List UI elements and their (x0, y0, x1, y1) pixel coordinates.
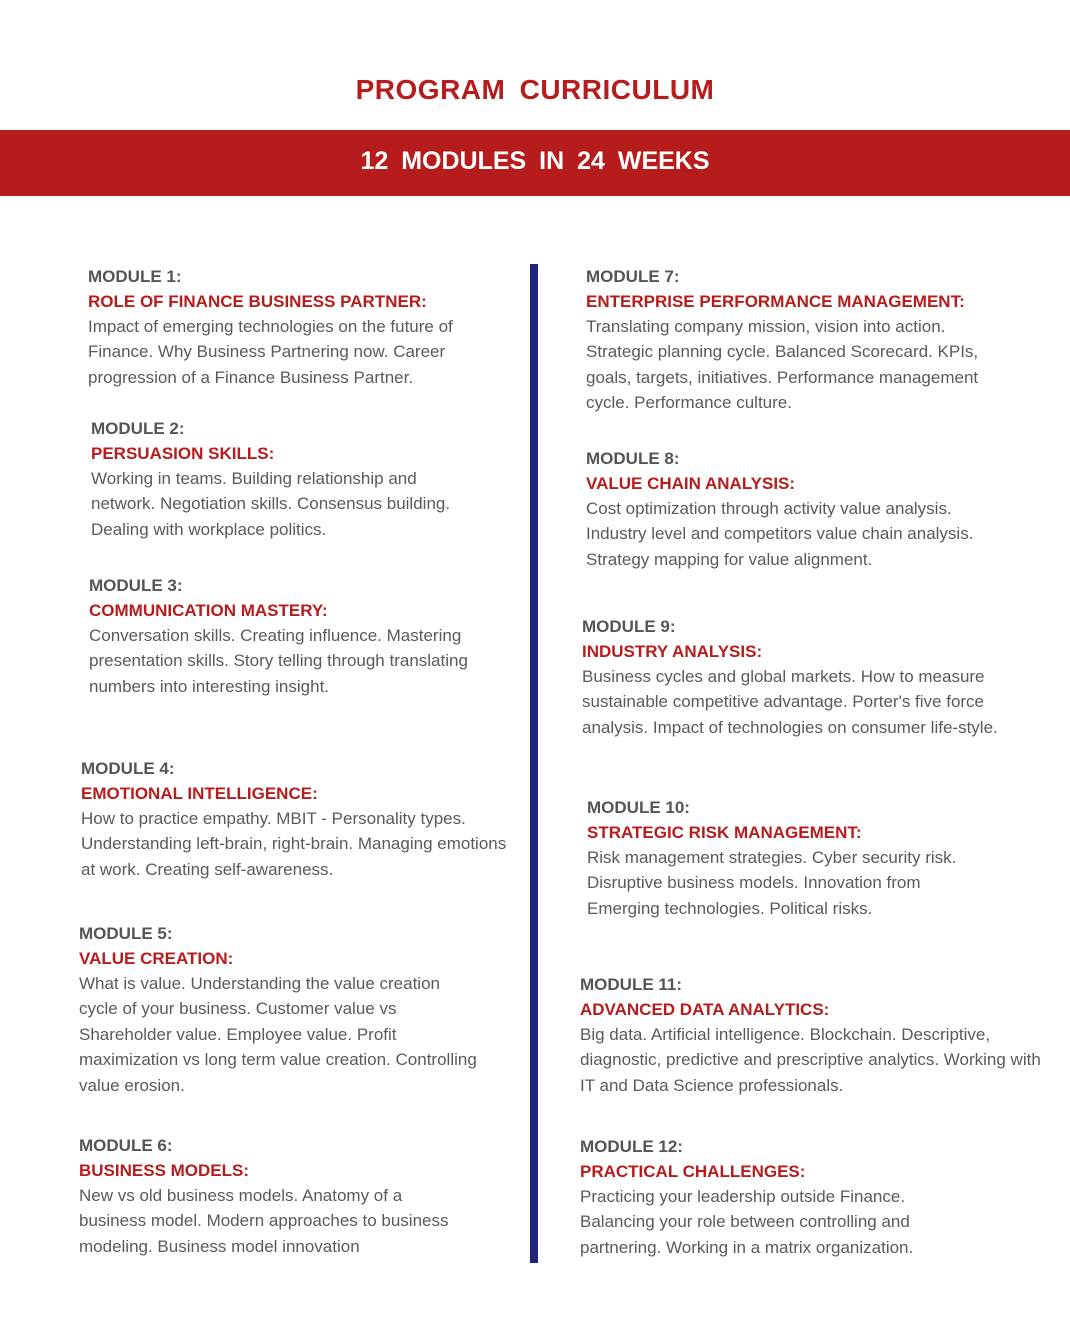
module-number: MODULE 8: (586, 449, 680, 468)
module-description: Working in teams. Building relationship and network. Negotiation skills. Consensus building. Dealing with workplace politics. (91, 469, 451, 539)
module-number: MODULE 11: (580, 975, 683, 994)
module-number: MODULE 10: (587, 798, 690, 817)
module-description: Risk management strategies. Cyber security risk. Disruptive business models. Innovation from Emerging technologies. Political risks. (587, 848, 957, 918)
module-5 (79, 921, 479, 1098)
module-description: Impact of emerging technologies on the future of Finance. Why Business Partnering now. Career progression of a Finance Business Partner. (88, 317, 453, 387)
module-description: Translating company mission, vision into action. Strategic planning cycle. Balanced Scorecard. KPIs, goals, targets, initiatives. Performance management cycle. Performance culture. (586, 317, 979, 413)
module-title: ADVANCED DATA ANALYTICS: (580, 1000, 830, 1019)
module-7 (586, 264, 1006, 416)
module-title: EMOTIONAL INTELLIGENCE: (81, 784, 318, 803)
module-description: Practicing your leadership outside Finance. Balancing your role between controlling and partnering. Working in a matrix organization. (580, 1187, 914, 1257)
module-number: MODULE 3: (89, 576, 183, 595)
module-description: Cost optimization through activity value analysis. Industry level and competitors value chain analysis. Strategy mapping for value alignment. (586, 499, 974, 569)
module-description: Big data. Artificial intelligence. Blockchain. Descriptive, diagnostic, predictive and prescriptive analytics. Working with IT and Data Science professionals. (580, 1025, 1041, 1095)
module-description: New vs old business models. Anatomy of a business model. Modern approaches to business modeling. Business model innovation (79, 1186, 449, 1256)
module-number: MODULE 4: (81, 759, 175, 778)
modules-banner (0, 130, 1070, 196)
module-number: MODULE 7: (586, 267, 680, 286)
module-description: What is value. Understanding the value creation cycle of your business. Customer value vs Shareholder value. Employee value. Profit maximization vs long term value creation. Controlling value erosion. (79, 974, 477, 1095)
module-number: MODULE 5: (79, 924, 173, 943)
module-title: PERSUASION SKILLS: (91, 444, 275, 463)
module-10 (587, 795, 997, 921)
module-12 (580, 1134, 980, 1260)
module-number: MODULE 12: (580, 1137, 683, 1156)
module-6 (79, 1133, 469, 1259)
module-8 (586, 446, 1016, 572)
module-title: STRATEGIC RISK MANAGEMENT: (587, 823, 862, 842)
module-title: ENTERPRISE PERFORMANCE MANAGEMENT: (586, 292, 965, 311)
module-title: INDUSTRY ANALYSIS: (582, 642, 763, 661)
module-number: MODULE 6: (79, 1136, 173, 1155)
module-number: MODULE 2: (91, 419, 185, 438)
module-11 (580, 972, 1050, 1098)
module-description: Business cycles and global markets. How to measure sustainable competitive advantage. Porter's five force analysis. Impact of technologies on consumer life-style. (582, 667, 998, 737)
banner-text: 12 MODULES IN 24 WEEKS (360, 147, 710, 175)
page-title: PROGRAM CURRICULUM (355, 74, 715, 105)
module-number: MODULE 9: (582, 617, 676, 636)
module-description: Conversation skills. Creating influence. Mastering presentation skills. Story telling through translating numbers into interesting insight. (89, 626, 468, 696)
module-3 (89, 573, 509, 699)
module-title: BUSINESS MODELS: (79, 1161, 250, 1180)
column-divider (530, 264, 538, 1263)
module-2 (91, 416, 461, 542)
module-1 (88, 264, 508, 390)
module-title: VALUE CHAIN ANALYSIS: (586, 474, 796, 493)
module-title: VALUE CREATION: (79, 949, 234, 968)
module-9 (582, 614, 1022, 740)
module-4 (81, 756, 511, 882)
module-title: PRACTICAL CHALLENGES: (580, 1162, 806, 1181)
module-title: ROLE OF FINANCE BUSINESS PARTNER: (88, 292, 427, 311)
module-title: COMMUNICATION MASTERY: (89, 601, 328, 620)
module-description: How to practice empathy. MBIT - Personality types. Understanding left-brain, right-brain. Managing emotions at work. Creating self-awareness. (81, 809, 507, 879)
module-number: MODULE 1: (88, 267, 182, 286)
